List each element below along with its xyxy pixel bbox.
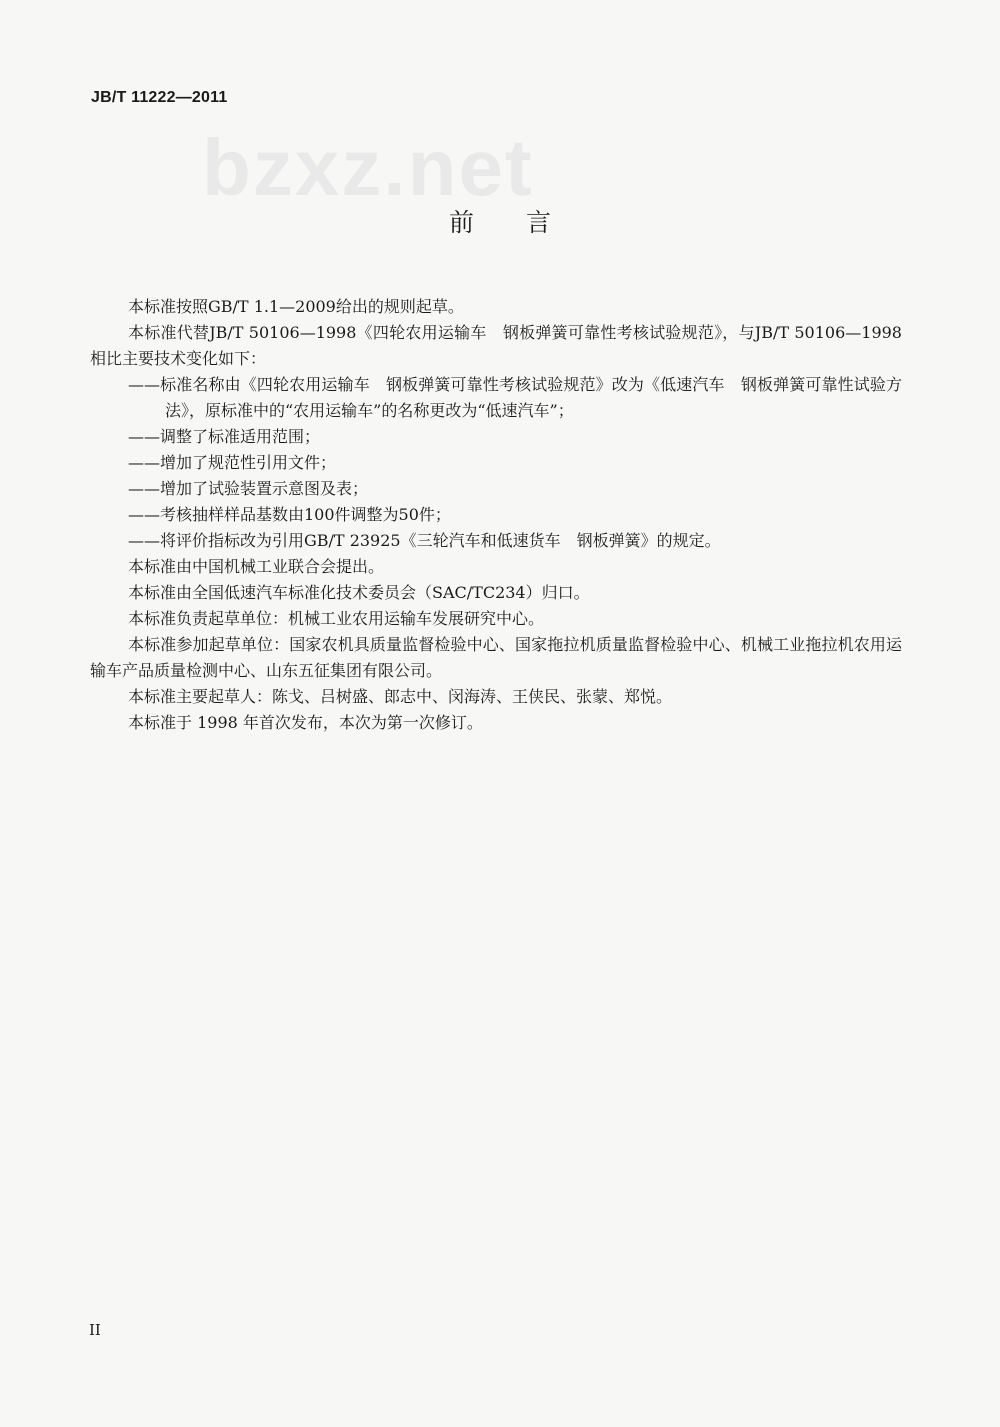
list-item: ——调整了标准适用范围；: [128, 427, 321, 446]
paragraph: 本标准按照GB/T 1.1—2009给出的规则起草。: [128, 297, 464, 316]
page-number: II: [89, 1321, 101, 1339]
paragraph: 本标准代替JB/T 50106—1998《四轮农用运输车 钢板弹簧可靠性考核试验规范》，与JB/T 50106—1998相比主要技术变化如下：: [90, 323, 902, 368]
list-item: ——将评价指标改为引用GB/T 23925《三轮汽车和低速货车 钢板弹簧》的规定。: [128, 531, 721, 550]
paragraph: 本标准负责起草单位：机械工业农用运输车发展研究中心。: [128, 609, 545, 628]
paragraph: 本标准主要起草人：陈戈、吕树盛、郎志中、闵海涛、王侠民、张蒙、郑悦。: [128, 687, 673, 706]
paragraph: 本标准由中国机械工业联合会提出。: [128, 557, 385, 576]
list-item: ——考核抽样样品基数由100件调整为50件；: [128, 505, 451, 524]
paragraph: 本标准于 1998 年首次发布，本次为第一次修订。: [128, 713, 483, 732]
paragraph: 本标准参加起草单位：国家农机具质量监督检验中心、国家拖拉机质量监督检验中心、机械工业拖拉机农用运输车产品质量检测中心、山东五征集团有限公司。: [90, 635, 902, 680]
watermark: bzxz.net: [202, 123, 534, 212]
foreword-body: [90, 294, 902, 736]
list-item: ——增加了试验装置示意图及表；: [128, 479, 369, 498]
page-title: 前言: [448, 208, 603, 237]
standard-code: JB/T 11222—2011: [91, 89, 228, 106]
list-item: ——增加了规范性引用文件；: [128, 453, 337, 472]
paragraph: 本标准由全国低速汽车标准化技术委员会（SAC/TC234）归口。: [128, 583, 590, 602]
list-item: ——标准名称由《四轮农用运输车 钢板弹簧可靠性考核试验规范》改为《低速汽车 钢板弹簧可靠性试验方法》，原标准中的“农用运输车”的名称更改为“低速汽车”；: [128, 375, 902, 420]
